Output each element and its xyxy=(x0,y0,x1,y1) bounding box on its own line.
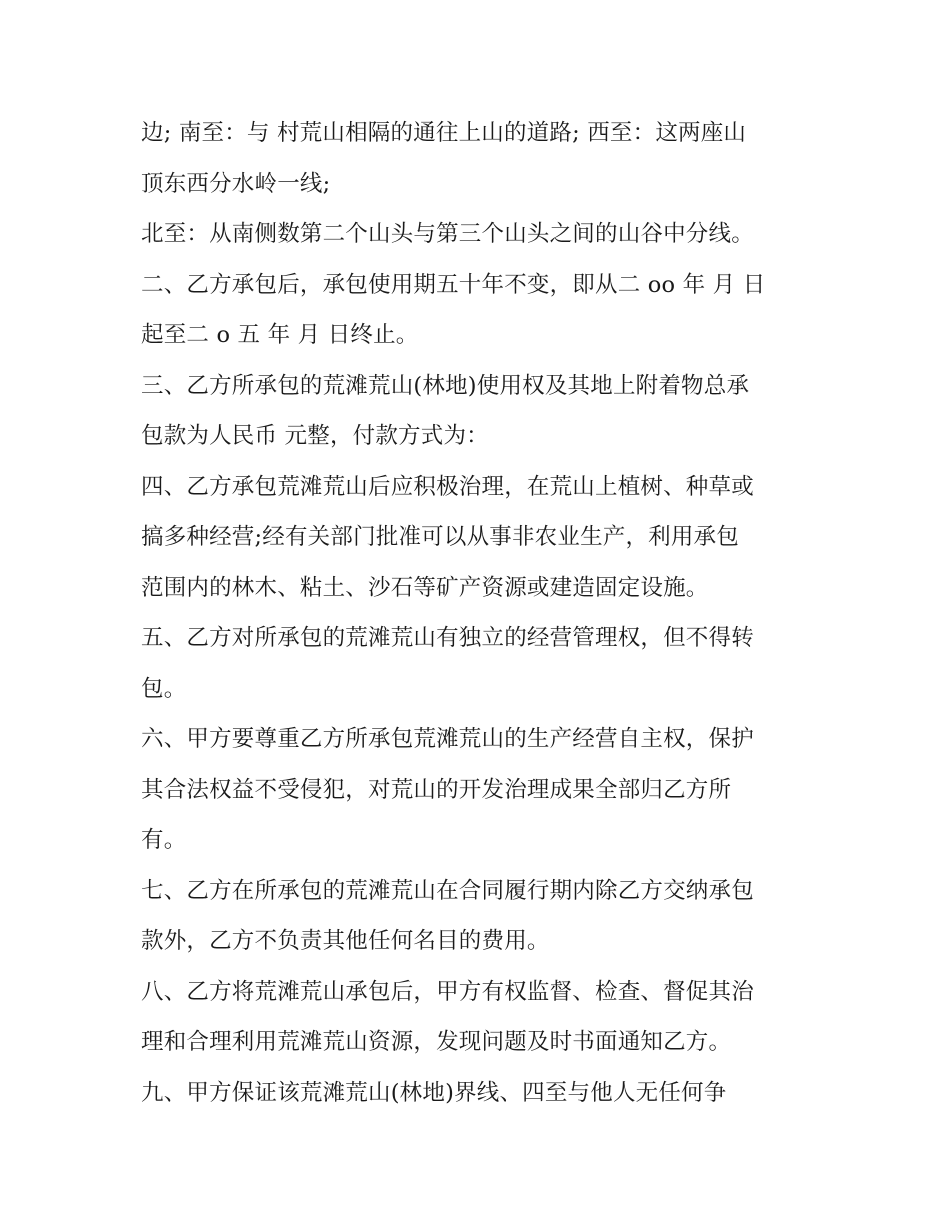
text-line: 四、乙方承包荒滩荒山后应积极治理，在荒山上植树、种草或 xyxy=(141,473,754,500)
text-line: 范围内的林木、粘土、沙石等矿产资源或建造固定设施。 xyxy=(141,574,709,601)
text-line: 其合法权益不受侵犯，对荒山的开发治理成果全部归乙方所 xyxy=(141,776,732,803)
text-line: 八、乙方将荒滩荒山承包后，甲方有权监督、检查、督促其治 xyxy=(141,978,754,1005)
text-line: 九、甲方保证该荒滩荒山(林地)界线、四至与他人无任何争 xyxy=(141,1079,727,1106)
text-line: 搞多种经营;经有关部门批准可以从事非农业生产，利用承包 xyxy=(141,524,739,550)
text-line: 六、甲方要尊重乙方所承包荒滩荒山的生产经营自主权，保护 xyxy=(141,726,754,752)
text-line: 款外，乙方不负责其他任何名目的费用。 xyxy=(141,928,550,954)
text-line: 理和合理利用荒滩荒山资源，发现问题及时书面通知乙方。 xyxy=(141,1029,732,1055)
text-line: 三、乙方所承包的荒滩荒山(林地)使用权及其地上附着物总承 xyxy=(141,372,750,399)
text-line: 有。 xyxy=(141,827,187,853)
text-line: 二、乙方承包后，承包使用期五十年不变，即从二 oo 年 月 日 xyxy=(141,271,766,298)
text-line: 北至：从南侧数第二个山头与第三个山头之间的山谷中分线。 xyxy=(141,221,754,247)
text-line: 七、乙方在所承包的荒滩荒山在合同履行期内除乙方交纳承包 xyxy=(141,877,754,904)
text-line: 包款为人民币 元整，付款方式为： xyxy=(141,423,489,449)
text-line: 五、乙方对所承包的荒滩荒山有独立的经营管理权，但不得转 xyxy=(141,625,754,651)
document-body xyxy=(141,108,831,1118)
text-line: 包。 xyxy=(141,675,187,702)
text-line: 起至二 o 五 年 月 日终止。 xyxy=(141,322,419,348)
text-line: 顶东西分水岭一线; xyxy=(141,170,331,197)
text-line: 边; 南至：与 村荒山相隔的通往上山的道路; 西至：这两座山 xyxy=(141,120,747,146)
